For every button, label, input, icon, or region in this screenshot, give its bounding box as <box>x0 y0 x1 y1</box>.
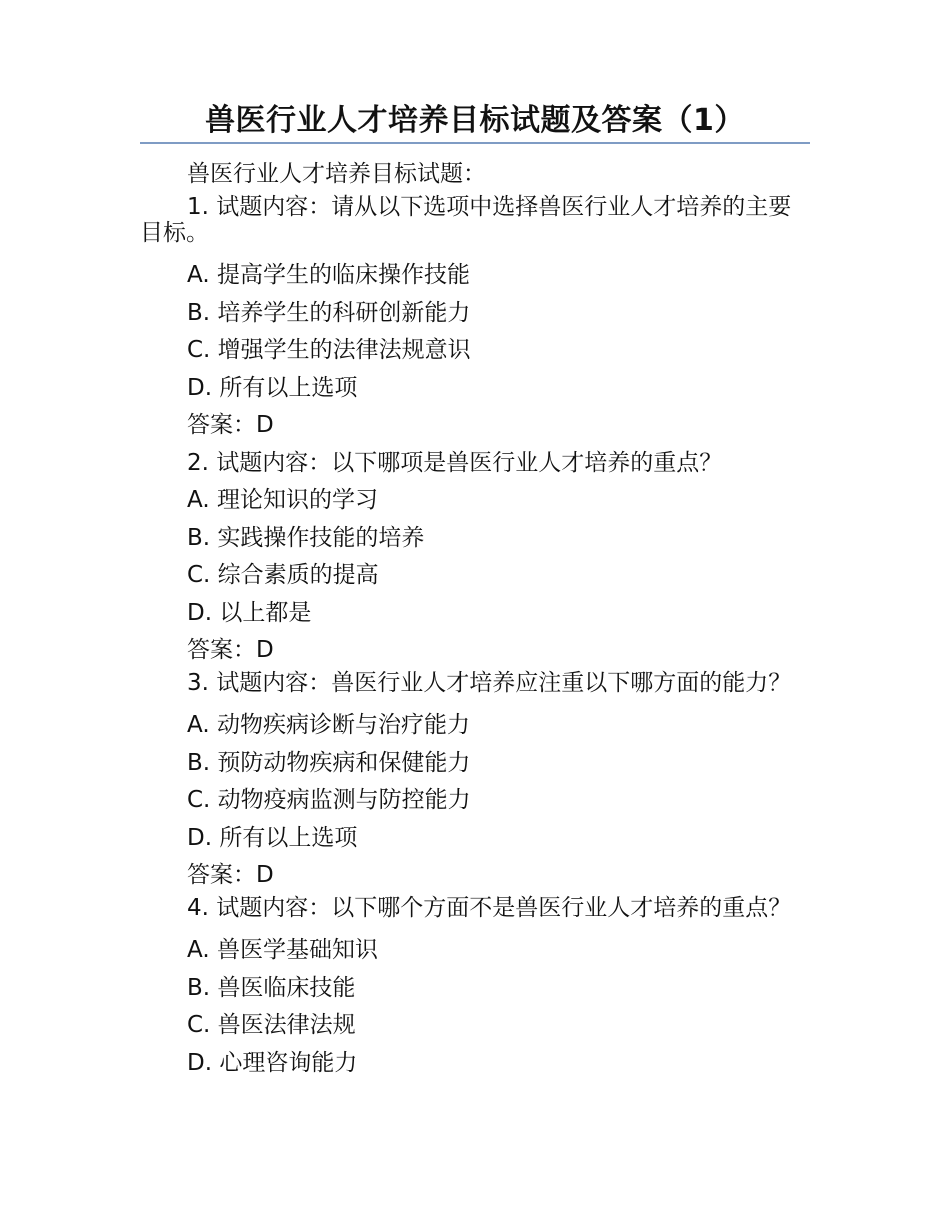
option-item: C. 兽医法律法规 <box>187 1012 356 1038</box>
option-item: A. 理论知识的学习 <box>187 487 378 513</box>
option-item: C. 动物疫病监测与防控能力 <box>187 787 471 813</box>
document-title: 兽医行业人才培养目标试题及答案（1） <box>140 100 810 144</box>
option-item: A. 兽医学基础知识 <box>187 937 378 963</box>
question-stem: 2. 试题内容：以下哪项是兽医行业人才培养的重点？ <box>187 449 723 476</box>
answer-text: 答案：D <box>187 637 274 663</box>
option-item: D. 以上都是 <box>187 599 312 626</box>
question-stem: 4. 试题内容：以下哪个方面不是兽医行业人才培养的重点？ <box>187 894 792 921</box>
question-stem: 1. 试题内容：请从以下选项中选择兽医行业人才培养的主要目标。 <box>140 193 792 246</box>
option-item: B. 培养学生的科研创新能力 <box>187 299 471 326</box>
option-item: B. 实践操作技能的培养 <box>187 524 425 551</box>
answer-text: 答案：D <box>187 862 274 888</box>
option-item: B. 兽医临床技能 <box>187 974 356 1001</box>
answer-text: 答案：D <box>187 412 274 438</box>
option-item: D. 所有以上选项 <box>187 374 358 401</box>
option-item: D. 所有以上选项 <box>187 824 358 851</box>
option-item: B. 预防动物疾病和保健能力 <box>187 749 471 776</box>
document-body <box>140 156 812 1082</box>
option-item: A. 动物疾病诊断与治疗能力 <box>187 712 470 738</box>
option-item: D. 心理咨询能力 <box>187 1049 358 1076</box>
option-item: C. 增强学生的法律法规意识 <box>187 337 471 363</box>
question-stem: 3. 试题内容：兽医行业人才培养应注重以下哪方面的能力？ <box>187 669 792 696</box>
intro-text: 兽医行业人才培养目标试题： <box>187 161 486 187</box>
option-item: C. 综合素质的提高 <box>187 562 379 588</box>
option-item: A. 提高学生的临床操作技能 <box>187 262 470 288</box>
